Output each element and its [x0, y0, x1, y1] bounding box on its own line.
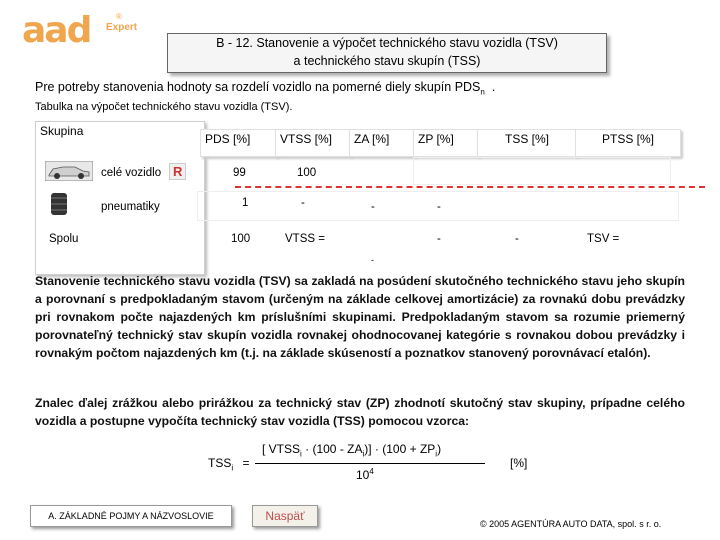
formula-den-sup: 4 [369, 467, 374, 476]
row2-vtss: - [301, 197, 305, 209]
header-ptss [575, 129, 681, 157]
formula-num-sub3: i [435, 449, 438, 459]
car-icon [45, 161, 93, 181]
back-button[interactable]: Naspäť [252, 505, 318, 527]
paragraph-formula-intro: Znalec ďalej zrážkou alebo prirážkou za technický stav (ZP) zhodnotí skutočný stav skupiny, prípadne celého vozidla a postupne vypočíta technický stav vozidla (TSS) pomocou vzorca: [35, 396, 685, 428]
footer-copyright: © 2005 AGENTÚRA AUTO DATA, spol. s r. o. [480, 519, 662, 529]
row1-grid [413, 157, 671, 185]
header-pds-label: PDS [%] [205, 132, 251, 146]
header-pds [200, 129, 278, 157]
formula-equals: = [242, 456, 250, 470]
header-vtss [275, 129, 351, 157]
logo [20, 12, 140, 52]
header-vtss-label: VTSS [%] [280, 132, 333, 146]
formula-lhs-text: TSS [208, 456, 232, 470]
row1-vtss: 100 [297, 167, 317, 179]
intro-subscript: n [480, 87, 485, 97]
header-skupina: Skupina [40, 124, 84, 138]
row2-pds: 1 [242, 197, 249, 209]
formula-unit: [%] [510, 456, 528, 470]
header-za [349, 129, 415, 157]
basics-button[interactable]: A. ZÁKLADNÉ POJMY A NÁZVOSLOVIE [30, 505, 232, 527]
formula-num-part3: )] · (100 + ZP [364, 442, 436, 456]
header-tss [477, 129, 577, 157]
intro-tail: . [491, 80, 496, 94]
intro-text [35, 80, 495, 97]
row2-zp: - [437, 201, 441, 213]
row2-za: - [371, 201, 375, 213]
formula-num-sub2: i [362, 449, 365, 459]
table-caption: Tabulka na výpočet technického stavu vozidla (TSV). [35, 101, 293, 113]
dashed-separator [235, 186, 705, 188]
page-title-line2: a technického stavu skupín (TSS) [293, 54, 481, 68]
formula-lhs-sub: i [231, 463, 234, 473]
tire-icon [49, 193, 69, 215]
r-badge: R [169, 163, 186, 180]
row-label-spolu: Spolu [49, 233, 79, 245]
paragraph-description: Stanovenie technického stavu vozidla (TSV) sa zakladá na posúdení skutočného technického stavu jeho skupín a porovnaní s predpokladaným stavom (určeným na základe celkovej amortizácie) za rovnakú dobu prevádzky pri rovnakom počte najazdených km príslušními skupinami. Predpokladaným stavom sa rozumie priemerný porovnateľný technický stav skupín vozidla rovnakej ohodnocovanej kategórie s rovnakou dobou prevádzky i rovnakým počtom najazdených km (t.j. na základe skúseností a poznatkov stanovený porovnávací etalón). [35, 274, 685, 360]
formula-lhs [208, 456, 249, 472]
formula-num-close: ) [437, 442, 442, 456]
header-za-label: ZA [%] [354, 132, 390, 146]
header-tss-label: TSS [%] [504, 132, 549, 146]
formula-den-base: 10 [356, 468, 370, 482]
row3-zp: - [437, 233, 441, 245]
formula-numerator [262, 442, 441, 458]
header-zp-label: ZP [%] [418, 132, 454, 146]
logo-expert-text: Expert [106, 22, 138, 33]
row-label-pneumatiky: pneumatiky [101, 201, 160, 213]
header-zp [413, 129, 479, 157]
page-title [167, 33, 607, 73]
formula-denominator [356, 467, 374, 482]
header-ptss-label: PTSS [%] [601, 132, 654, 146]
row3-ptss: TSV = [587, 233, 620, 245]
stray-dash: - [371, 255, 374, 265]
row1-pds: 99 [233, 167, 246, 179]
fraction-line [255, 463, 485, 464]
row-label-cele-vozidlo: celé vozidlo [101, 167, 162, 179]
page-title-line1: B - 12. Stanovenie a výpočet technického stavu vozidla (TSV) [216, 36, 558, 50]
row3-tss: - [515, 233, 519, 245]
formula-num-sub1: i [300, 449, 302, 459]
row3-vtss: VTSS = [285, 233, 325, 245]
formula-num-part1: [ VTSS [262, 442, 301, 456]
logo-registered-mark: ® [116, 12, 122, 21]
tsv-table [35, 121, 681, 265]
logo-text: aad [22, 10, 91, 51]
formula-num-part2: · (100 - ZA [301, 442, 363, 456]
row3-pds: 100 [231, 233, 251, 245]
intro-text-main: Pre potreby stanovenia hodnoty sa rozdelí vozidlo na pomerné diely skupín PDS [35, 80, 481, 94]
